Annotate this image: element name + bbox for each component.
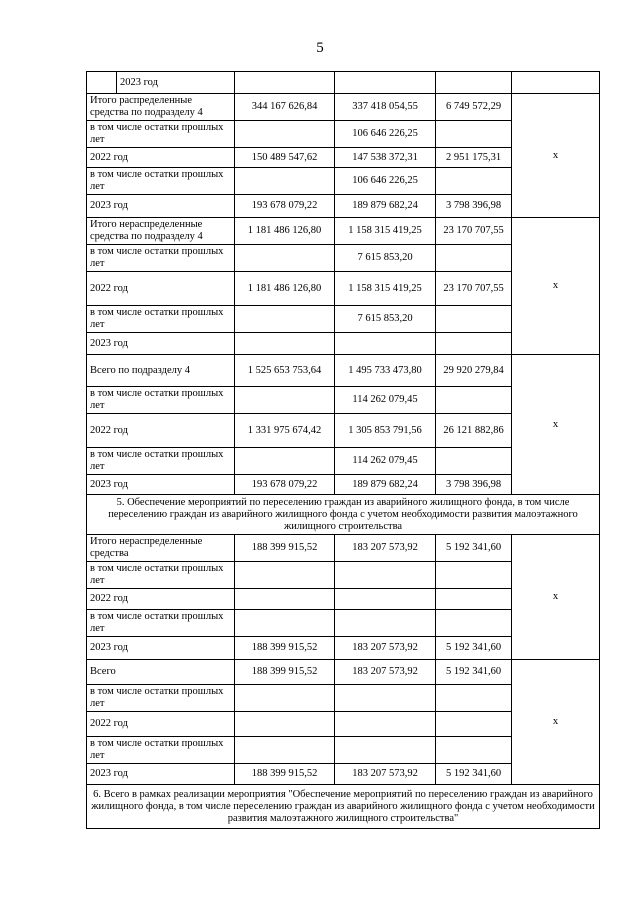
amount-total — [235, 685, 335, 712]
amount-federal: 1 495 733 473,80 — [335, 355, 436, 387]
row-label: в том числе остатки прошлых лет — [87, 610, 235, 637]
amount-total — [235, 610, 335, 637]
amount-federal: 7 615 853,20 — [335, 245, 436, 272]
amount-federal — [335, 685, 436, 712]
row-label: в том числе остатки прошлых лет — [87, 387, 235, 414]
x-mark: х — [512, 660, 600, 785]
amount-total: 193 678 079,22 — [235, 195, 335, 218]
amount-total — [235, 589, 335, 610]
row-label: в том числе остатки прошлых лет — [87, 121, 235, 148]
row-label: Итого нераспределенные средства по подразделу 4 — [87, 218, 235, 245]
amount-total: 344 167 626,84 — [235, 94, 335, 121]
table-row — [87, 535, 600, 562]
amount-regional: 26 121 882,86 — [436, 414, 512, 448]
amount-regional — [436, 610, 512, 637]
amount-regional: 5 192 341,60 — [436, 660, 512, 685]
row-label: в том числе остатки прошлых лет — [87, 737, 235, 764]
x-mark: х — [512, 535, 600, 660]
amount-federal: 189 879 682,24 — [335, 475, 436, 495]
amount-regional: 23 170 707,55 — [436, 272, 512, 306]
table-row — [87, 660, 600, 685]
amount-federal: 114 262 079,45 — [335, 387, 436, 414]
amount-total: 150 489 547,62 — [235, 148, 335, 168]
row-label: Итого распределенные средства по подразделу 4 — [87, 94, 235, 121]
amount-regional: 3 798 396,98 — [436, 195, 512, 218]
amount-federal — [335, 712, 436, 737]
amount-total: 188 399 915,52 — [235, 637, 335, 660]
amount-federal: 114 262 079,45 — [335, 448, 436, 475]
amount-regional: 5 192 341,60 — [436, 637, 512, 660]
amount-regional — [436, 387, 512, 414]
amount-regional — [436, 737, 512, 764]
amount-total — [235, 712, 335, 737]
amount-total: 188 399 915,52 — [235, 764, 335, 785]
amount-federal — [335, 589, 436, 610]
amount-regional: 29 920 279,84 — [436, 355, 512, 387]
amount-federal — [335, 562, 436, 589]
amount-federal: 1 305 853 791,56 — [335, 414, 436, 448]
row-label: в том числе остатки прошлых лет — [87, 306, 235, 333]
amount-total: 1 181 486 126,80 — [235, 272, 335, 306]
empty-cell — [87, 72, 117, 94]
amount-federal: 183 207 573,92 — [335, 764, 436, 785]
amount-total: 193 678 079,22 — [235, 475, 335, 495]
amount-regional — [436, 121, 512, 148]
row-label: 2023 год — [87, 475, 235, 495]
amount-federal: 7 615 853,20 — [335, 306, 436, 333]
amount-regional — [436, 245, 512, 272]
amount-federal: 106 646 226,25 — [335, 168, 436, 195]
row-label: 2022 год — [87, 712, 235, 737]
amount-regional: 5 192 341,60 — [436, 764, 512, 785]
table-row — [87, 72, 600, 94]
amount-regional: 6 749 572,29 — [436, 94, 512, 121]
amount-total: 188 399 915,52 — [235, 660, 335, 685]
row-label: 2023 год — [87, 333, 235, 355]
row-label: 2023 год — [117, 72, 235, 94]
amount-total — [235, 448, 335, 475]
empty-cell — [335, 72, 436, 94]
amount-federal: 1 158 315 419,25 — [335, 218, 436, 245]
table-row — [87, 94, 600, 121]
amount-federal: 147 538 372,31 — [335, 148, 436, 168]
amount-total — [235, 387, 335, 414]
budget-table — [86, 71, 600, 829]
amount-regional — [436, 448, 512, 475]
row-label: 2023 год — [87, 637, 235, 660]
amount-regional — [436, 306, 512, 333]
amount-total: 1 331 975 674,42 — [235, 414, 335, 448]
row-label: в том числе остатки прошлых лет — [87, 245, 235, 272]
x-mark: х — [512, 94, 600, 218]
empty-cell — [436, 72, 512, 94]
page-number: 5 — [316, 40, 324, 56]
empty-cell — [235, 72, 335, 94]
amount-federal — [335, 737, 436, 764]
row-label: Всего — [87, 660, 235, 685]
amount-total — [235, 168, 335, 195]
amount-regional — [436, 168, 512, 195]
amount-total: 188 399 915,52 — [235, 535, 335, 562]
amount-regional: 5 192 341,60 — [436, 535, 512, 562]
row-label: 2022 год — [87, 589, 235, 610]
amount-federal: 183 207 573,92 — [335, 637, 436, 660]
row-label: в том числе остатки прошлых лет — [87, 562, 235, 589]
amount-regional — [436, 712, 512, 737]
row-label: в том числе остатки прошлых лет — [87, 685, 235, 712]
x-mark: х — [512, 355, 600, 495]
section-heading: 5. Обеспечение мероприятий по переселению граждан из аварийного жилищного фонда, в том числе переселению граждан из аварийного жилищного фонда с учетом необходимости развития малоэтажного жилищного строительства — [87, 495, 600, 535]
section-heading: 6. Всего в рамках реализации мероприятия "Обеспечение мероприятий по переселению граждан из аварийного жилищного фонда, в том числе переселению граждан из аварийного жилищного фонда с учетом необходимости развития малоэтажного жилищного строительства" — [87, 785, 600, 829]
amount-regional: 23 170 707,55 — [436, 218, 512, 245]
amount-federal: 337 418 054,55 — [335, 94, 436, 121]
x-mark: х — [512, 218, 600, 355]
row-label: в том числе остатки прошлых лет — [87, 168, 235, 195]
amount-regional: 2 951 175,31 — [436, 148, 512, 168]
empty-cell — [512, 72, 600, 94]
amount-regional — [436, 589, 512, 610]
row-label: Всего по подразделу 4 — [87, 355, 235, 387]
row-label: 2023 год — [87, 764, 235, 785]
amount-federal: 189 879 682,24 — [335, 195, 436, 218]
amount-federal — [335, 333, 436, 355]
amount-federal — [335, 610, 436, 637]
row-label: 2022 год — [87, 148, 235, 168]
amount-total — [235, 245, 335, 272]
row-label: 2022 год — [87, 414, 235, 448]
amount-federal: 183 207 573,92 — [335, 660, 436, 685]
table-row — [87, 355, 600, 387]
row-label: 2022 год — [87, 272, 235, 306]
amount-total — [235, 121, 335, 148]
amount-regional: 3 798 396,98 — [436, 475, 512, 495]
section-heading-row — [87, 495, 600, 535]
amount-federal: 106 646 226,25 — [335, 121, 436, 148]
row-label: в том числе остатки прошлых лет — [87, 448, 235, 475]
amount-regional — [436, 685, 512, 712]
amount-total: 1 181 486 126,80 — [235, 218, 335, 245]
amount-regional — [436, 562, 512, 589]
row-label: 2023 год — [87, 195, 235, 218]
table-row — [87, 218, 600, 245]
amount-total — [235, 333, 335, 355]
amount-regional — [436, 333, 512, 355]
amount-total — [235, 562, 335, 589]
row-label: Итого нераспределенные средства — [87, 535, 235, 562]
amount-federal: 1 158 315 419,25 — [335, 272, 436, 306]
amount-federal: 183 207 573,92 — [335, 535, 436, 562]
section-heading-row — [87, 785, 600, 829]
amount-total: 1 525 653 753,64 — [235, 355, 335, 387]
amount-total — [235, 737, 335, 764]
amount-total — [235, 306, 335, 333]
